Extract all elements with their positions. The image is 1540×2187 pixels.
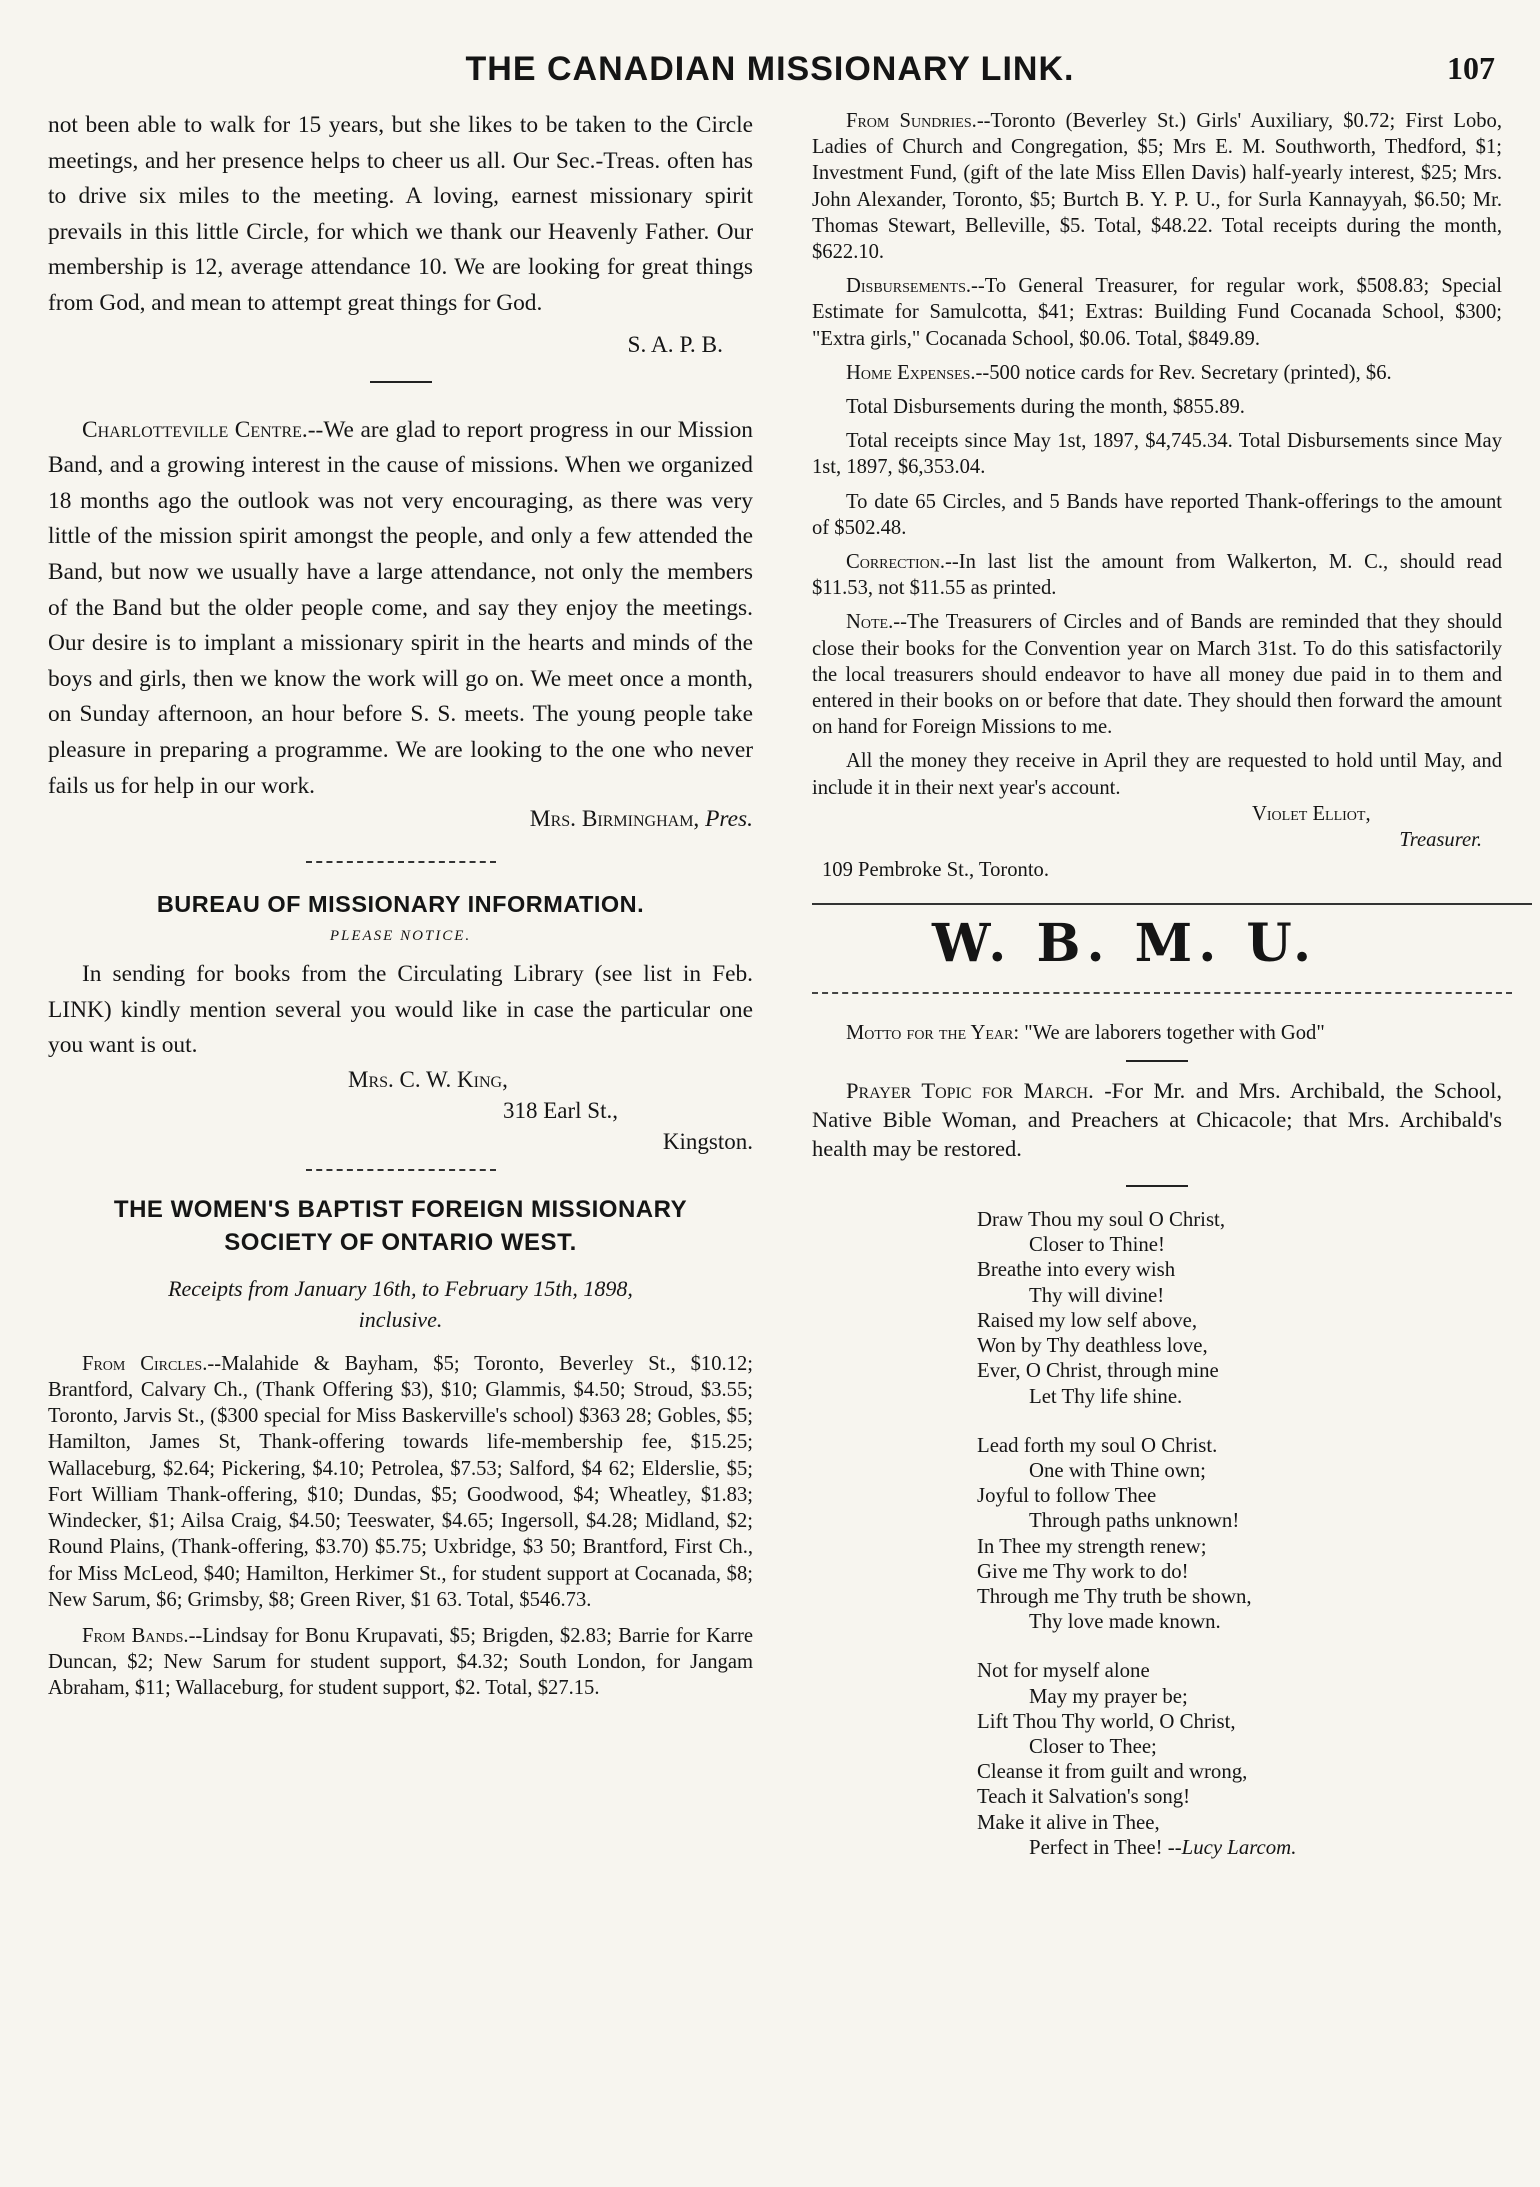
disb-body: --To General Treasurer, for regular work, $508.83; Special Estimate for Samulcotta, $41; Extras: Building Fund Cocanada School, $300; "Extra girls," Cocanada School, $0.06. Total, $849.89. xyxy=(812,275,1502,350)
treasurer-name: Violet Elliot, xyxy=(1252,802,1371,825)
right-column xyxy=(812,108,1502,1884)
disbursements xyxy=(812,273,1502,352)
section-rule xyxy=(1126,1060,1188,1062)
signature-name: Mrs. Birmingham, xyxy=(529,806,700,833)
section-rule xyxy=(306,861,496,863)
prayer-topic xyxy=(812,1076,1502,1163)
society-heading-line1: THE WOMEN'S BAPTIST FOREIGN MISSIONARY xyxy=(113,1195,688,1223)
motto xyxy=(812,1020,1502,1046)
treasurer-signature xyxy=(812,801,1502,883)
charlotteville-lead: Charlotteville Centre. xyxy=(82,416,308,443)
prayer-lead: Prayer Topic for March. xyxy=(846,1078,1094,1104)
poem-line: Through me Thy truth be shown, xyxy=(977,1584,1252,1608)
sundries-lead: From Sundries. xyxy=(846,110,977,132)
signature-title: Pres. xyxy=(705,806,753,833)
section-rule xyxy=(306,1169,496,1171)
page-header xyxy=(0,50,1540,100)
prayer-body: -For Mr. and Mrs. Archibald, the School, Native Bible Woman, and Preachers at Chicacole; that Mrs. Archibald's health may be restored. xyxy=(812,1078,1502,1162)
poem-line: Closer to Thine! xyxy=(1029,1233,1165,1257)
journal-title: THE CANADIAN MISSIONARY LINK. xyxy=(465,50,1075,88)
poem-last-line xyxy=(977,1835,1502,1860)
sundries-receipts xyxy=(812,108,1502,265)
poem-stanza xyxy=(977,1207,1502,1409)
receipts-period xyxy=(48,1273,753,1335)
correction xyxy=(812,549,1502,601)
circle-signature: S. A. P. B. xyxy=(627,331,723,358)
poem-line: One with Thine own; xyxy=(1029,1458,1206,1482)
poem-stanza xyxy=(977,1658,1502,1860)
charlotteville-body: --We are glad to report progress in our Mission Band, and a growing interest in the cause of missions. When we organized 18 months ago the outlook was not very encouraging, as there was very little of the mission spirit amongst the people, and only a few attended the Band, but now we usually have a large attendance, not only the members of the Band but the older people come, and say they enjoy the meetings. Our desire is to implant a missionary spirit in the hearts and minds of the boys and girls, then we know the work will go on. We meet once a month, on Sunday afternoon, an hour before S. S. meets. The young people take pleasure in preparing a programme. We are looking to the one who never fails us for help in our work. xyxy=(48,416,753,799)
society-heading xyxy=(48,1193,753,1259)
poem-line: Teach it Salvation's song! xyxy=(977,1785,1191,1809)
charlotteville-report xyxy=(48,413,753,805)
poem-line: Closer to Thee; xyxy=(1029,1734,1157,1758)
sundries-body: --Toronto (Beverley St.) Girls' Auxiliary, $0.72; First Lobo, Ladies of Church and Congregation, $5; Mrs E. M. Southworth, Thedford, $1; Investment Fund, (gift of the late Miss Ellen Davis) half-yearly interest, $25; Mrs. John Alexander, Toronto, $5; Burtch B. Y. P. U., for Surla Kannayyah, $6.50; Mr. Thomas Stewart, Belleville, $5. Total, $48.22. Total receipts during the month, $622.10. xyxy=(812,110,1502,264)
section-rule xyxy=(370,381,432,383)
poem-line: Perfect in Thee! xyxy=(1029,1835,1163,1859)
bands-lead: From Bands. xyxy=(82,1624,189,1647)
home-expenses xyxy=(812,360,1502,386)
correction-lead: Correction. xyxy=(846,551,945,574)
poem-line: Not for myself alone xyxy=(977,1659,1150,1683)
circles-body: --Malahide & Bayham, $5; Toronto, Beverley St., $10.12; Brantford, Calvary Ch., (Thank Offering $3), $10; Glammis, $4.50; Stroud, $3.55; Toronto, Jarvis St., ($300 special for Miss Baskerville's school) $363 28; Gobles, $5; Hamilton, James St, Thank-offering towards life-membership fee, $15.25; Wallaceburg, $2.64; Pickering, $4.10; Petrolea, $7.53; Salford, $4 62; Elderslie, $5; Fort William Thank-offering, $10; Dundas, $5; Goodwood, $4; Wheatley, $1.83; Windecker, $1; Ailsa Craig, $4.50; Teeswater, $4.65; Ingersoll, $4.28; Midland, $2; Round Plains, (Thank-offering, $3.70) $5.75; Uxbridge, $3 50; Brantford, First Ch., for Miss McLeod, $40; Hamilton, Herkimer St., for student support at Cocanada, $8; New Sarum, $6; Grimsby, $8; Green River, $1 63. Total, $546.73. xyxy=(48,1352,753,1611)
bureau-heading: BUREAU OF MISSIONARY INFORMATION. xyxy=(156,891,645,918)
note xyxy=(812,609,1502,740)
bureau-notice: PLEASE NOTICE. xyxy=(329,928,472,945)
bureau-sig-name: Mrs. C. W. King, xyxy=(348,1066,508,1092)
wbmu-masthead: W. B. M. U. xyxy=(932,912,1318,974)
poem-author: --Lucy Larcom. xyxy=(1167,1835,1297,1859)
motto-body: "We are laborers together with God" xyxy=(1024,1021,1325,1044)
thank-offerings: To date 65 Circles, and 5 Bands have reported Thank-offerings to the amount of $502.48. xyxy=(812,490,1502,539)
poem-line: Make it alive in Thee, xyxy=(977,1810,1160,1834)
poem-line: May my prayer be; xyxy=(1029,1684,1188,1708)
note-lead: Note. xyxy=(846,611,894,634)
poem-line: Lead forth my soul O Christ. xyxy=(977,1433,1218,1457)
home-body: --500 notice cards for Rev. Secretary (printed), $6. xyxy=(975,361,1392,384)
circles-receipts xyxy=(48,1351,753,1613)
treasurer-title: Treasurer. xyxy=(1399,828,1482,851)
poem-line: Give me Thy work to do! xyxy=(977,1559,1189,1583)
bureau-body: In sending for books from the Circulating Library (see list in Feb. LINK) kindly mention several you would like in case the particular one you want is out. xyxy=(48,961,753,1059)
bureau-sig-city: Kingston. xyxy=(662,1128,753,1154)
receipts-line2: inclusive. xyxy=(358,1306,443,1332)
bands-receipts xyxy=(48,1623,753,1702)
section-rule xyxy=(1126,1185,1188,1187)
society-heading-line2: SOCIETY OF ONTARIO WEST. xyxy=(224,1228,577,1256)
correction-body: --In last list the amount from Walkerton, M. C., should read $11.53, not $11.55 as printed. xyxy=(812,551,1502,600)
left-column xyxy=(48,108,753,1702)
poem-line: Thy love made known. xyxy=(1029,1610,1221,1634)
poem-line: Cleanse it from guilt and wrong, xyxy=(977,1760,1248,1784)
poem-line: Lift Thou Thy world, O Christ, xyxy=(977,1709,1236,1733)
poem-stanza xyxy=(977,1433,1502,1635)
poem-line: Joyful to follow Thee xyxy=(977,1484,1157,1508)
home-lead: Home Expenses. xyxy=(846,361,976,384)
poem-line: Draw Thou my soul O Christ, xyxy=(977,1208,1226,1232)
poem xyxy=(977,1207,1502,1860)
disb-lead: Disbursements. xyxy=(846,275,972,298)
poem-line: Through paths unknown! xyxy=(1029,1509,1240,1533)
poem-line: Let Thy life shine. xyxy=(1029,1384,1183,1408)
section-rule xyxy=(812,992,1512,994)
note-body: --The Treasurers of Circles and of Bands are reminded that they should close their books for the Convention year on March 31st. To do this satisfactorily the local treasurers should endeavor to have all money due paid in to them and entered in their books on or before that date. They should then forward the amount on hand for Foreign Missions to me. xyxy=(812,611,1502,739)
poem-line: Ever, O Christ, through mine xyxy=(977,1359,1219,1383)
poem-line: Won by Thy deathless love, xyxy=(977,1334,1208,1358)
treasurer-address: 109 Pembroke St., Toronto. xyxy=(822,858,1049,881)
section-rule xyxy=(812,903,1532,905)
total-disbursements: Total Disbursements during the month, $855.89. xyxy=(846,396,1245,419)
circles-lead: From Circles. xyxy=(82,1352,208,1375)
poem-line: Thy will divine! xyxy=(1029,1283,1165,1307)
poem-line: Breathe into every wish xyxy=(977,1258,1176,1282)
april-note: All the money they receive in April they are requested to hold until May, and include it in their next year's account. xyxy=(812,750,1502,799)
poem-line: Raised my low self above, xyxy=(977,1308,1198,1332)
bureau-sig-street: 318 Earl St., xyxy=(503,1097,618,1123)
poem-line: In Thee my strength renew; xyxy=(977,1534,1207,1558)
motto-lead: Motto for the Year: xyxy=(846,1021,1020,1044)
bureau-signature xyxy=(48,1064,753,1157)
total-receipts: Total receipts since May 1st, 1897, $4,745.34. Total Disbursements since May 1st, 1897, $6,353.04. xyxy=(812,430,1502,479)
receipts-line1: Receipts from January 16th, to February 15th, 1898, xyxy=(168,1275,633,1301)
charlotteville-signature xyxy=(48,806,753,833)
continued-paragraph: not been able to walk for 15 years, but she likes to be taken to the Circle meetings, and her presence helps to cheer us all. Our Sec.-Treas. often has to drive six miles to the meeting. A loving, earnest missionary spirit prevails in this little Circle, for which we thank our Heavenly Father. Our membership is 12, average attendance 10. We are looking for great things from God, and mean to attempt great things for God. xyxy=(48,112,753,316)
page-number: 107 xyxy=(1447,50,1495,86)
bands-body: --Lindsay for Bonu Krupavati, $5; Brigden, $2.83; Barrie for Karre Duncan, $2; New Sarum for student support, $4.32; South London, for Jangam Abraham, $11; Wallaceburg, for student support, $2. Total, $27.15. xyxy=(48,1624,754,1700)
